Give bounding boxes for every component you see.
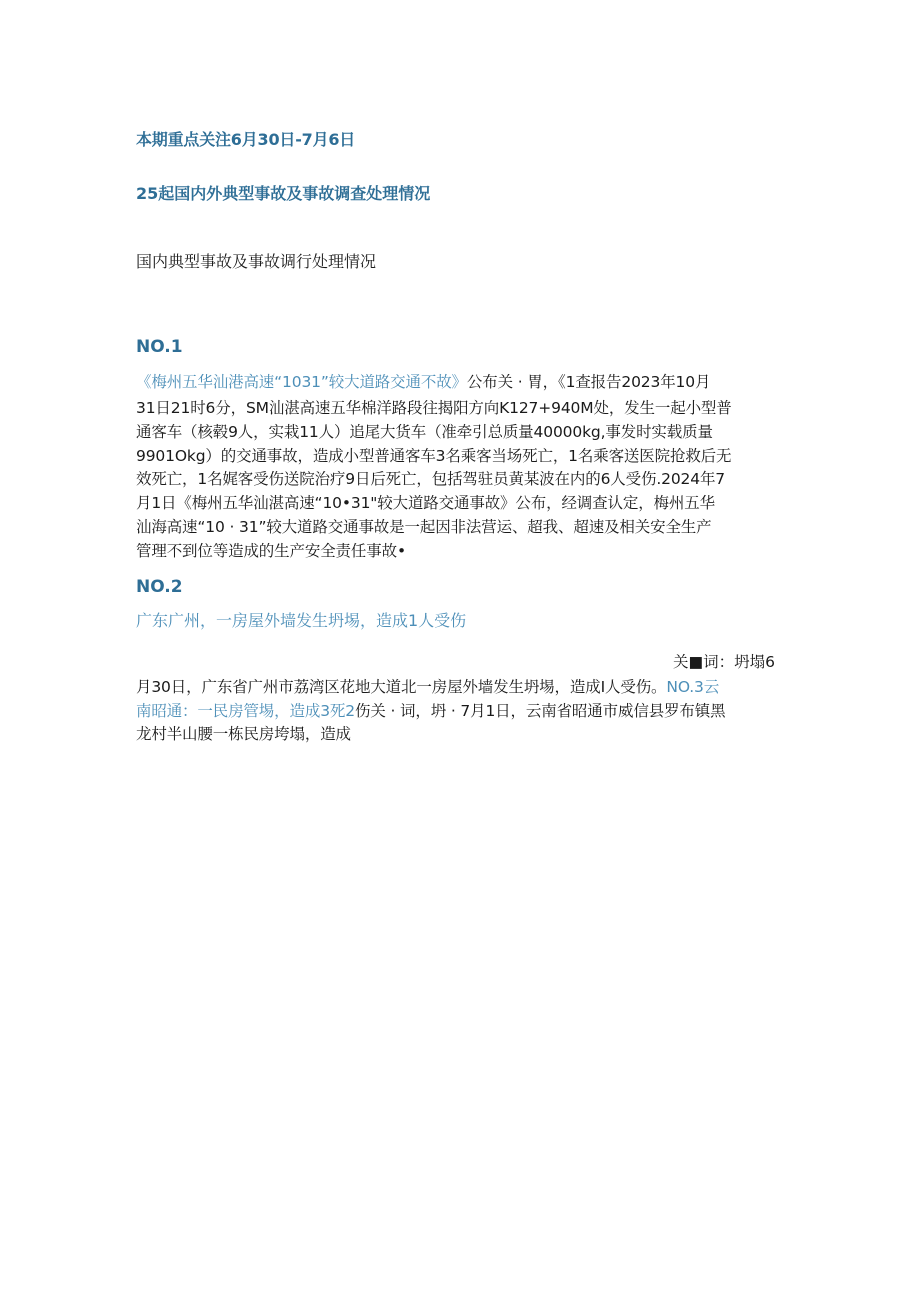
item-2-number: NO.2 (136, 577, 183, 597)
item-1-line-5: 效死亡，1名娓客受伤送院治疗9日后死亡，包括驾驻员黄某波在内的6人受伤.2024年7 (136, 470, 726, 488)
item-1-line-2: 31日21时6分，SM汕湛高速五华棉洋路段往揭阳方向K127+940M处，发生一起小型普 (136, 399, 732, 417)
item-1-line-1-text: 公布关 · 胃，《1查报告2023年10月 (466, 373, 711, 391)
item-1-line-1 (136, 370, 710, 394)
item-1-headline-link[interactable]: 《梅州五华汕港高速“1031”较大道路交通不故》 (136, 373, 467, 391)
item-1-line-4: 9901Okg）的交通事故，造成小型普通客车3名乘客当场死亡，1名乘客送医院抢救后无 (136, 447, 732, 465)
item-2-line-1-text: 月30日，广东省广州市荔湾区花地大道北一房屋外墙发生坍埸，造成I人受伤。 (136, 678, 667, 696)
focus-period-heading: 本期重点关注6月30日-7月6日 (136, 130, 356, 149)
item-2-line-2 (136, 699, 725, 723)
item-1-line-6: 月1日《梅州五华汕湛高速“10•31"较大道路交通事故》公布，经调查认定，梅州五华 (136, 494, 715, 512)
item-2-line-1 (136, 675, 719, 699)
item-1-line-7: 汕海高速“10 · 31”较大道路交通事故是一起因非法营运、超我、超速及相关安全生产 (136, 518, 712, 536)
summary-title: 25起国内外典型事故及事故调查处理情况 (136, 184, 431, 203)
item-1-number: NO.1 (136, 337, 183, 357)
item-3-heading-start[interactable]: NO.3云 (666, 678, 720, 696)
item-3-heading-end[interactable]: 南昭通：一民房管埸，造成3死2 (136, 702, 355, 720)
item-2-keywords: 关■词：坍塌6 (672, 653, 775, 671)
item-1-line-8: 管理不到位等造成的生产安全责任事故• (136, 542, 406, 560)
item-2-line-3: 龙村半山腰一栋民房垮塌，造成 (136, 725, 351, 743)
section-title: 国内典型事故及事故调行处理情况 (136, 252, 377, 271)
item-2-line-2-text: 伤关 · 词，坍 · 7月1日，云南省昭通市威信县罗布镇黑 (354, 702, 726, 720)
item-2-headline[interactable]: 广东广州，一房屋外墙发生坍埸，造成1人受伤 (136, 611, 467, 630)
item-1-line-3: 通客车（核毂9人，实栽11人）追尾大货车（准牵引总质量40000kg,事发时实载质量 (136, 423, 713, 441)
